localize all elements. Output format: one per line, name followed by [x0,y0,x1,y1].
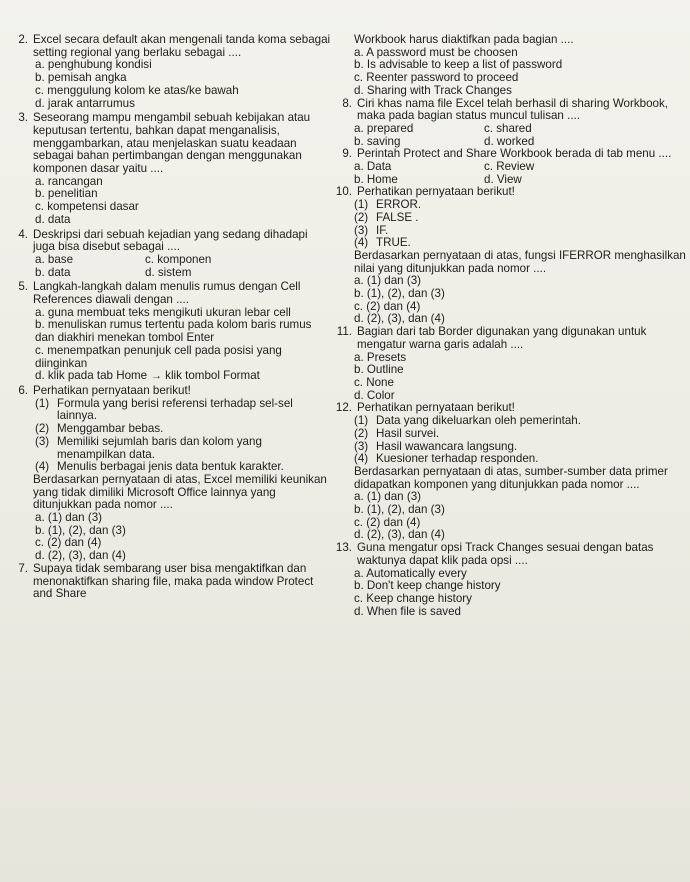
statements [354,415,686,466]
statement-1 [354,199,686,212]
option-a[interactable]: a. guna membuat teks mengikuti ukuran lebar cell [35,305,291,319]
statement-text: Menggambar bebas. [57,422,164,436]
option-b[interactable]: b. pemisah angka [35,71,127,85]
question-text: Perintah Protect and Share Workbook berada di tab menu .... [357,147,672,161]
option-a[interactable]: a. (1) dan (3) [354,490,422,504]
options [354,47,686,98]
question-text: Deskripsi dari sebuah kejadian yang sedang dihadapi juga bisa disebut sebagai .... [33,227,308,254]
option-c[interactable]: c. (2) dan (4) [354,299,421,313]
option-c[interactable]: c. (2) dan (4) [354,515,421,529]
option-b[interactable]: b. menuliskan rumus tertentu pada kolom baris rumus dan diakhiri menekan tombol Enter [35,318,312,345]
statement-number: (4) [354,236,369,250]
options [354,491,686,542]
statement-number: (2) [35,422,50,436]
option-b[interactable]: b. (1), (2), dan (3) [354,503,445,517]
option-b[interactable]: b. Is advisable to keep a list of password [354,58,563,72]
statement-number: (4) [354,452,369,466]
option-a[interactable]: a. prepared [354,121,414,135]
option-b[interactable]: b. saving [354,134,401,148]
option-a[interactable]: a. base [35,252,74,266]
question-7 [6,563,331,601]
options [354,568,686,619]
option-c[interactable]: c. Reenter password to proceed [354,71,519,85]
statement-number: (2) [354,426,369,440]
statement-text: Formula yang berisi referensi terhadap sel-sel lainnya. [57,396,293,423]
option-c[interactable]: c. (2) dan (4) [35,536,102,550]
right-column [330,34,686,618]
statement-text: FALSE . [376,210,419,224]
question-text: Supaya tidak sembarang user bisa mengaktifkan dan menonaktifkan sharing file, maka pada window Protect and Share [33,561,314,601]
option-c[interactable]: c. None [354,375,394,389]
question-text: Excel secara default akan mengenali tanda koma sebagai setting regional yang berlaku sebagai .... [33,33,331,59]
statements [354,199,686,250]
option-d[interactable]: d. klik pada tab Home → klik tombol Format [35,369,260,383]
option-b[interactable]: b. penelitian [35,187,98,201]
option-d[interactable]: d. jarak antarrumus [35,96,135,110]
statement-text: ERROR. [376,198,422,212]
question-text: Seseorang mampu mengambil sebuah kebijakan atau keputusan tertentu, bahkan dapat menganalisis, menggambarkan, atau menjelaskan suatu keadaan sebagai bahan pertimbangan dengan menggunakan komponen dasar yaitu .... [33,111,311,176]
statement-text: Data yang dikeluarkan oleh pemerintah. [376,414,581,428]
question-3 [6,112,331,176]
statement-number: (1) [35,396,50,410]
option-d[interactable]: d. Color [354,388,395,402]
options [35,307,331,383]
options [354,352,686,403]
option-d[interactable]: d. View [484,172,522,186]
question-number: 4. [18,227,28,241]
statement-number: (3) [354,439,369,453]
option-d[interactable]: d. (2), (3), dan (4) [35,549,126,563]
statement-text: Hasil wawancara langsung. [376,439,518,453]
option-c[interactable]: c. Keep change history [354,591,472,605]
options [354,275,686,326]
option-c[interactable]: c. komponen [145,252,212,266]
question-number: 13. [335,541,352,555]
statement-text: TRUE. [376,236,411,250]
statement-number: (1) [354,414,369,428]
question-number: 7. [18,561,28,575]
option-c[interactable]: c. kompetensi dasar [35,200,139,214]
statement-text: Hasil survei. [376,426,440,440]
option-a[interactable]: a. penghubung kondisi [35,58,152,72]
options [35,176,331,227]
question-2 [6,34,331,59]
option-b[interactable]: b. Don't keep change history [354,579,501,593]
option-c[interactable]: c. menempatkan penunjuk cell pada posisi yang diinginkan [35,343,282,370]
statement-number: (2) [354,210,369,224]
options [35,254,331,279]
option-b[interactable]: b. data [35,265,71,279]
option-a[interactable]: a. Automatically every [354,566,467,580]
statement-1 [35,398,331,423]
options [354,161,686,186]
option-a[interactable]: a. Data [354,160,392,174]
question-7-continued: Workbook harus diaktifkan pada bagian .... [354,33,574,46]
question-text: Guna mengatur opsi Track Changes sesuai dengan batas waktunya dapat klik pada opsi .... [357,541,654,567]
option-a[interactable]: a. (1) dan (3) [354,274,422,288]
option-a[interactable]: a. rancangan [35,174,103,188]
statement-text: IF. [376,223,389,237]
statements [35,398,331,474]
question-text: Perhatikan pernyataan berikut! [33,383,191,397]
option-b[interactable]: b. (1), (2), dan (3) [354,287,445,301]
statement-3 [35,436,331,461]
question-number: 8. [342,96,352,110]
option-a[interactable]: a. (1) dan (3) [35,511,103,525]
question-number: 2. [18,33,28,46]
option-d[interactable]: d. When file is saved [354,604,461,618]
option-c[interactable]: c. menggulung kolom ke atas/ke bawah [35,83,239,97]
statement-text: Menulis berbagai jenis data bentuk karakter. [57,460,284,474]
option-d[interactable]: d. (2), (3), dan (4) [354,528,445,542]
statement-4 [354,453,686,466]
options [35,59,331,110]
options [35,512,331,563]
option-d[interactable]: d. worked [484,134,535,148]
question-13 [330,542,686,567]
options [354,123,686,148]
question-8 [330,98,686,123]
option-d[interactable]: d. sistem [145,265,192,279]
option-d[interactable]: d. Sharing with Track Changes [354,83,512,97]
option-a[interactable]: a. A password must be choosen [354,45,518,59]
question-number: 11. [336,325,352,339]
question-text: Langkah-langkah dalam menulis rumus dengan Cell References diawali dengan .... [33,280,301,307]
question-lead: Berdasarkan pernyataan di atas, fungsi IFERROR menghasilkan nilai yang ditunjukkan pada nomor .... [354,248,686,275]
question-number: 9. [342,147,352,161]
statement-2 [354,212,686,225]
statement-number: (3) [35,434,50,448]
option-b[interactable]: b. Home [354,172,398,186]
question-6 [6,385,331,398]
statement-number: (4) [35,460,50,474]
question-text: Bagian dari tab Border digunakan yang digunakan untuk mengatur warna garis adalah .... [357,325,647,351]
question-lead: Berdasarkan pernyataan di atas, Excel memiliki keunikan yang tidak dimiliki Microsoft Office lainnya yang ditunjukkan pada nomor .... [33,472,327,512]
question-number: 5. [18,280,28,294]
question-number: 6. [18,383,28,397]
option-c[interactable]: c. shared [484,121,532,135]
statement-text: Memiliki sejumlah baris dan kolom yang menampilkan data. [57,434,262,461]
option-d[interactable]: d. (2), (3), dan (4) [354,312,445,326]
option-b[interactable]: b. Outline [354,363,404,377]
question-text: Perhatikan pernyataan berikut! [357,401,515,415]
question-4 [6,229,331,254]
statement-number: (3) [354,223,369,237]
statement-text: Kuesioner terhadap responden. [376,452,539,466]
question-11 [330,326,686,351]
option-a[interactable]: a. Presets [354,350,407,364]
statement-number: (1) [354,198,369,212]
question-text: Ciri khas nama file Excel telah berhasil di sharing Workbook, maka pada bagian status muncul tulisan .... [357,96,669,123]
statement-4 [35,461,331,474]
left-column [6,34,331,601]
question-number: 3. [18,111,28,125]
statement-1 [354,415,686,428]
statement-2 [354,428,686,441]
statement-2 [35,423,331,436]
option-c[interactable]: c. Review [484,160,535,174]
option-d[interactable]: d. data [35,212,71,226]
question-lead: Berdasarkan pernyataan di atas, sumber-sumber data primer didapatkan komponen yang ditunjukkan pada nomor .... [354,464,668,491]
question-number: 12. [335,401,352,415]
option-b[interactable]: b. (1), (2), dan (3) [35,523,126,537]
question-number: 10. [335,185,352,199]
question-5 [6,281,331,306]
question-text: Perhatikan pernyataan berikut! [357,185,515,199]
